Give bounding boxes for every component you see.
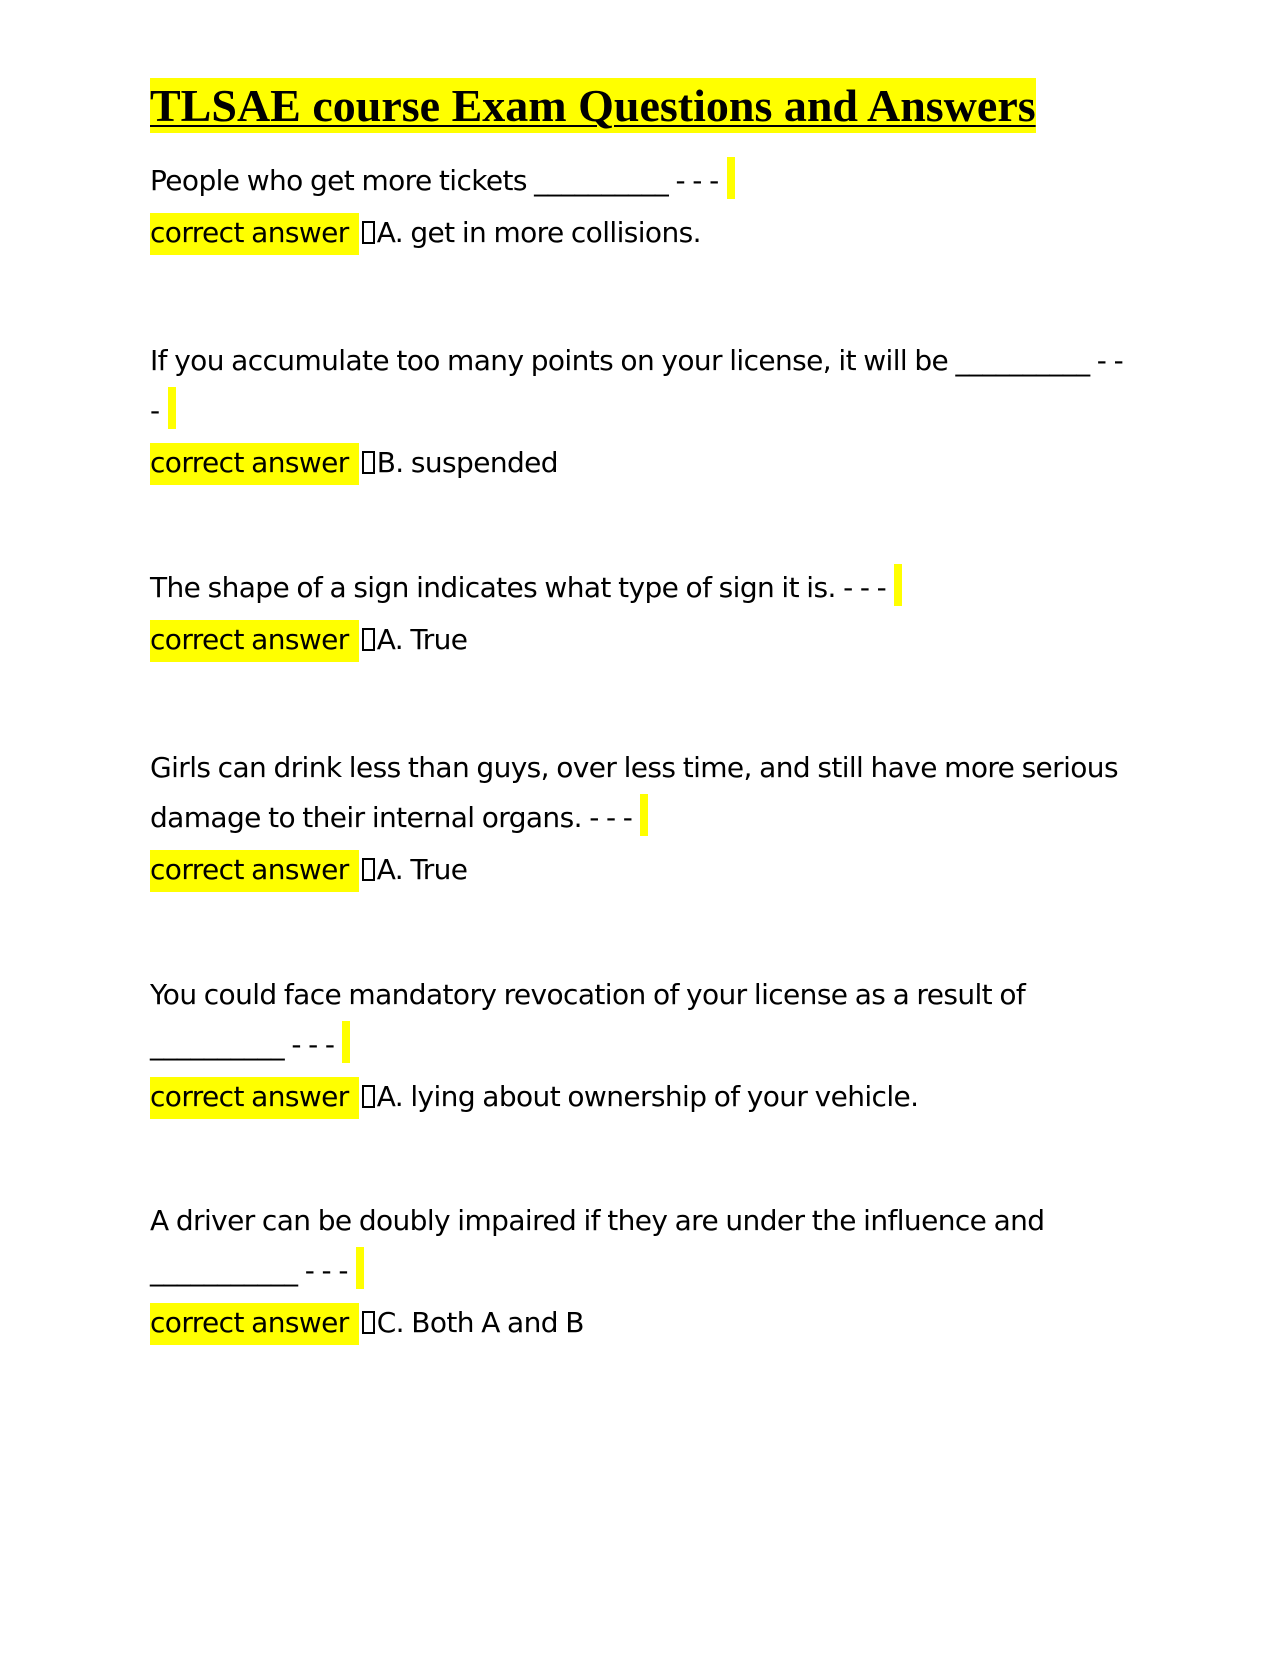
qa-item-4 xyxy=(150,743,1130,897)
answer-3 xyxy=(150,613,1130,667)
missing-glyph-box-icon xyxy=(362,1311,375,1334)
answer-text: C. Both A and B xyxy=(376,1306,584,1339)
answer-text: A. True xyxy=(376,853,468,886)
missing-glyph-box-icon xyxy=(362,858,375,881)
answer-2 xyxy=(150,436,1130,490)
correct-answer-label: correct answer xyxy=(150,213,359,255)
question-separator: - - - xyxy=(150,344,1124,427)
document-title xyxy=(150,76,1036,136)
missing-glyph-box-icon xyxy=(362,451,375,474)
question-separator: - - - xyxy=(675,164,719,197)
qa-item-3 xyxy=(150,563,1130,667)
answer-1 xyxy=(150,206,1130,260)
answer-text: A. True xyxy=(376,623,468,656)
answer-text: B. suspended xyxy=(376,446,558,479)
question-5 xyxy=(150,970,1130,1070)
answer-text: A. lying about ownership of your vehicle. xyxy=(376,1080,919,1113)
correct-answer-label: correct answer xyxy=(150,850,359,892)
question-separator: - - - xyxy=(589,801,633,834)
highlight-mark xyxy=(640,794,648,836)
question-separator: - - - xyxy=(843,571,887,604)
highlight-mark xyxy=(356,1247,364,1289)
question-separator: - - - xyxy=(291,1028,335,1061)
correct-answer-label: correct answer xyxy=(150,620,359,662)
qa-item-6 xyxy=(150,1196,1130,1350)
highlight-mark xyxy=(727,157,735,199)
document-title-text: TLSAE course Exam Questions and Answers xyxy=(150,80,1036,131)
highlight-mark xyxy=(342,1021,350,1063)
question-text: If you accumulate too many points on your license, it will be __________ xyxy=(150,344,1090,377)
correct-answer-label: correct answer xyxy=(150,1303,359,1345)
correct-answer-label: correct answer xyxy=(150,443,359,485)
answer-text: A. get in more collisions. xyxy=(376,216,701,249)
question-separator: - - - xyxy=(304,1254,348,1287)
qa-item-2 xyxy=(150,336,1130,490)
question-1 xyxy=(150,156,1130,206)
question-2 xyxy=(150,336,1130,436)
missing-glyph-box-icon xyxy=(362,1085,375,1108)
question-4 xyxy=(150,743,1130,843)
question-6 xyxy=(150,1196,1130,1296)
correct-answer-label: correct answer xyxy=(150,1077,359,1119)
qa-item-5 xyxy=(150,970,1130,1124)
question-text: The shape of a sign indicates what type of sign it is. xyxy=(150,571,836,604)
qa-item-1 xyxy=(150,156,1130,260)
answer-6 xyxy=(150,1296,1130,1350)
answer-4 xyxy=(150,843,1130,897)
missing-glyph-box-icon xyxy=(362,221,375,244)
question-text: You could face mandatory revocation of your license as a result of __________ xyxy=(150,978,1026,1061)
question-text: A driver can be doubly impaired if they are under the influence and ___________ xyxy=(150,1204,1045,1287)
missing-glyph-box-icon xyxy=(362,628,375,651)
answer-5 xyxy=(150,1070,1130,1124)
question-text: Girls can drink less than guys, over less time, and still have more serious damage to their internal organs. xyxy=(150,751,1118,834)
highlight-mark xyxy=(894,564,902,606)
highlight-mark xyxy=(168,387,176,429)
question-text: People who get more tickets __________ xyxy=(150,164,669,197)
question-3 xyxy=(150,563,1130,613)
